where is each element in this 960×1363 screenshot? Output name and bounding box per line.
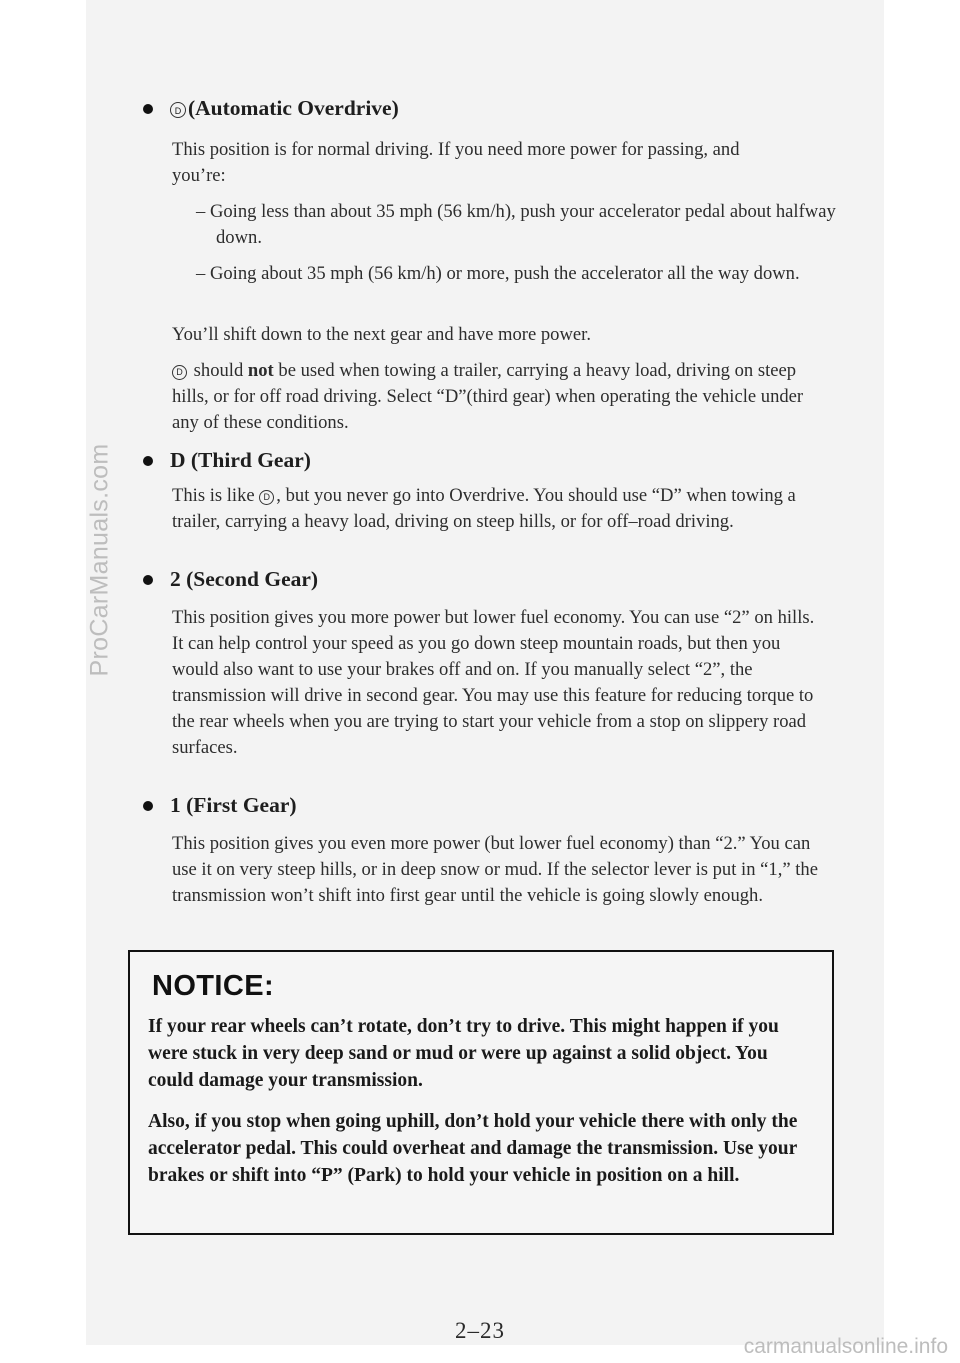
overdrive-d-in-circle-icon: D bbox=[170, 102, 186, 118]
bullet-overdrive bbox=[143, 104, 153, 114]
first-gear-body: This position gives you even more power (but lower fuel economy) than “2.” You can use it on very steep hills, or in deep snow or mud. If the selector lever is put in “1,” the transmission won’t shift into first gear until the vehicle is going slowly enough. bbox=[172, 833, 818, 906]
heading-overdrive bbox=[170, 96, 399, 121]
page-number: 2–23 bbox=[455, 1318, 505, 1343]
overdrive-warning-part2: be used when towing a trailer, carrying a heavy load, driving on steep hills, or for off road driving. Select “D”(third gear) when operating the vehicle under any of these conditions. bbox=[172, 360, 804, 433]
heading-second-gear: 2 (Second Gear) bbox=[170, 567, 319, 591]
overdrive-warning bbox=[172, 358, 827, 436]
notice-paragraph-2: Also, if you stop when going uphill, don’t hold your vehicle there with only the accelerator pedal. This could overheat and damage the transmission. Use your brakes or shift into “P” (Park) to hold your vehicle in position on a hill. bbox=[148, 1111, 798, 1186]
overdrive-d-in-circle-icon: D bbox=[172, 365, 187, 380]
third-gear-body-part1: This is like bbox=[172, 485, 255, 506]
overdrive-warning-bold: not bbox=[247, 360, 274, 381]
heading-first-gear: 1 (First Gear) bbox=[170, 793, 297, 817]
overdrive-warning-part1: should bbox=[193, 360, 244, 381]
overdrive-result: You’ll shift down to the next gear and have more power. bbox=[172, 324, 591, 345]
heading-third-gear: D (Third Gear) bbox=[170, 448, 311, 472]
overdrive-d-in-circle-icon: D bbox=[259, 490, 274, 505]
bullet-first-gear bbox=[143, 801, 153, 811]
footer-watermark: carmanualsonline.info bbox=[743, 1335, 948, 1358]
third-gear-body bbox=[172, 483, 832, 535]
bullet-second-gear bbox=[143, 575, 153, 585]
notice-title: NOTICE: bbox=[152, 970, 275, 1002]
notice-paragraph-1: If your rear wheels can’t rotate, don’t try to drive. This might happen if you were stuck in very deep sand or mud or were up against a solid object. You could damage your transmission. bbox=[148, 1016, 779, 1091]
second-gear-body: This position gives you more power but lower fuel economy. You can use “2” on hills. It can help control your speed as you go down steep mountain roads, but then you would also want to use your brakes off and on. If you manually select “2”, the transmission will drive in second gear. You may use this feature for reducing torque to the rear wheels when you are trying to start your vehicle from a stop on slippery road surfaces. bbox=[172, 607, 815, 758]
overdrive-intro: This position is for normal driving. If you need more power for passing, and you’re: bbox=[172, 139, 740, 186]
third-gear-body-part2: , but you never go into Overdrive. You should use “D” when towing a trailer, carrying a heavy load, driving on steep hills, or for off–road driving. bbox=[172, 485, 796, 532]
overdrive-dash-item-1: – Going less than about 35 mph (56 km/h), push your accelerator pedal about halfway down. bbox=[196, 201, 836, 248]
bullet-third-gear bbox=[143, 456, 153, 466]
overdrive-dash-item-2: – Going about 35 mph (56 km/h) or more, push the accelerator all the way down. bbox=[196, 263, 800, 284]
side-watermark: ProCarManuals.com bbox=[85, 443, 114, 677]
heading-overdrive-text: (Automatic Overdrive) bbox=[188, 96, 399, 120]
notice-box bbox=[128, 950, 834, 1235]
